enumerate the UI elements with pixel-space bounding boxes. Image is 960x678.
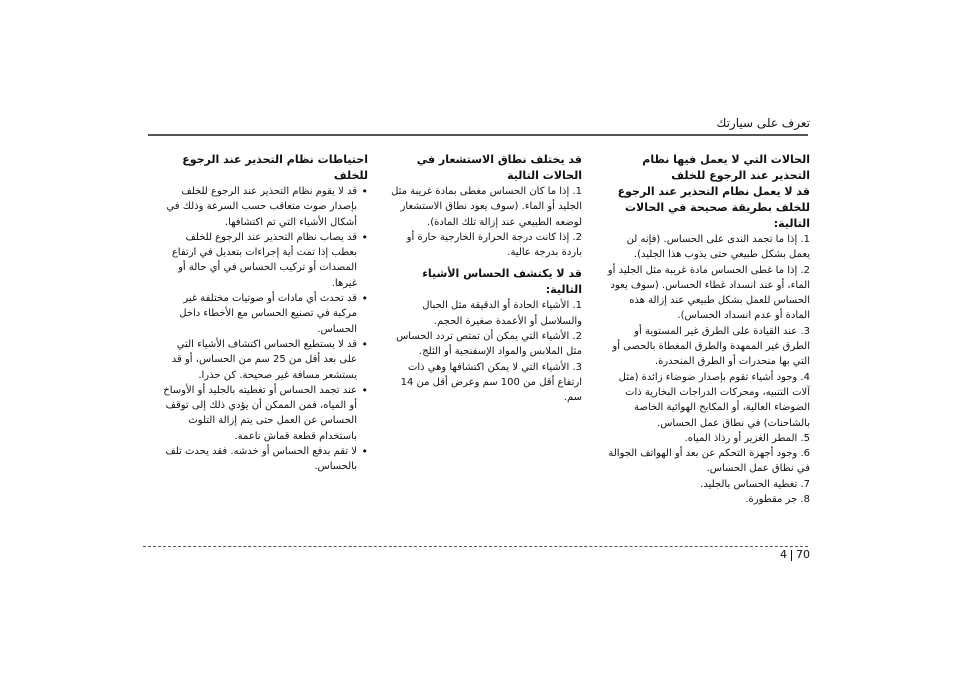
chapter-number: 4 bbox=[780, 548, 787, 561]
list-item: 1. إذا ما كان الحساس مغطى بمادة غريبة مثل الجليد أو الماء. (سوف يعود نطاق الاستشعار لوضعه الطبيعي عند إزالة تلك المادة). bbox=[391, 186, 582, 228]
right-list bbox=[605, 232, 810, 507]
list-item: 2. إذا ما غطى الحساس مادة غريبة مثل الجليد أو الماء، أو عند انسداد غطاء الحساس. (سوف يعود الحساس للعمل بشكل طبيعي عند إزالة هذه المادة أو عدم انسداد الحساس). bbox=[607, 264, 810, 322]
bullet-item: • قد تحدث أي مادات أو صوتيات مختلفة غير مركبة في تصنيع الحساس مع الأخطاء داخل الحساس. bbox=[160, 291, 368, 337]
middle-column bbox=[384, 152, 582, 406]
list-item: 3. عند القيادة على الطرق غير المستوية أو الطرق غير الممهدة والطرق المغطاة بالحصى أو التي بها منحدرات أو الطرق المنحدرة. bbox=[612, 325, 810, 368]
bullet-item: • قد لا يستطيع الحساس اكتشاف الأشياء التي على بعد أقل من 25 سم من الحساس، أو قد يستشعر مسافة غير صحيحة. كن حذرا. bbox=[160, 337, 368, 383]
page-number bbox=[780, 548, 810, 561]
bullet-item: • قد لا يقوم نظام التحذير عند الرجوع للخلف بإصدار صوت متعاقب حسب السرعة وذلك في أشكال الأشياء التي تم اكتشافها. bbox=[160, 184, 368, 230]
bullet-item: • عند تجمد الحساس أو تغطيته بالجليد أو الأوساخ أو المياه، فمن الممكن أن يؤدي ذلك إلى توقف الحساس عن العمل حتى يتم إزالة التلوث باستخدام قطعة قماش ناعمة. bbox=[160, 383, 368, 444]
bullet-item: • لا تقم بدفع الحساس أو خدشه. فقد يحدث تلف بالحساس. bbox=[160, 444, 368, 475]
footer-rule bbox=[143, 546, 808, 547]
list-item: 2. الأشياء التي يمكن أن تمتص تردد الحساس مثل الملابس والمواد الإسفنجية أو الثلج. bbox=[396, 331, 582, 358]
list-item: 4. وجود أشياء تقوم بإصدار ضوضاء زائدة (مثل آلات التنبيه، ومحركات الدراجات البخارية ذات الضوضاء العالية، أو المكابح الهوائية الخاصة بالشاحنات) في نطاق عمل الحساس. bbox=[618, 371, 810, 429]
list-item: 7. تغطية الحساس بالجليد. bbox=[700, 478, 810, 490]
header-rule bbox=[148, 134, 808, 136]
middle-list-undetected bbox=[384, 298, 582, 405]
header-title: تعرف على سيارتك bbox=[716, 116, 810, 130]
left-column bbox=[160, 152, 368, 475]
list-item: 2. إذا كانت درجة الحرارة الخارجية حارة أو باردة بدرجة عالية. bbox=[406, 231, 582, 259]
right-heading: الحالات التي لا يعمل فيها نظام التحذير عند الرجوع للخلف bbox=[642, 153, 810, 182]
middle-heading-undetected: قد لا يكتشف الحساس الأشياء التالية: bbox=[422, 267, 582, 297]
right-column bbox=[605, 152, 810, 507]
list-item: 1. إذا ما تجمد الندى على الحساس. (فإنه لن يعمل بشكل طبيعي حتى يذوب هذا الجليد). bbox=[626, 234, 810, 261]
list-item: 8. جر مقطورة. bbox=[745, 494, 810, 506]
right-intro: قد لا يعمل نظام التحذير عند الرجوع للخلف بطريقة صحيحة في الحالات التالية: bbox=[617, 185, 810, 230]
middle-heading-range: قد يختلف نطاق الاستشعار في الحالات التالية bbox=[416, 153, 582, 182]
precautions-list bbox=[160, 184, 368, 475]
list-item: 5. المطر الغزير أو رذاذ المياه. bbox=[684, 432, 810, 444]
bullet-item: • قد يصاب نظام التحذير عند الرجوع للخلف بعطب إذا تمت أية إجراءات بتعديل في ارتفاع المصدات أو تركيب الحساس في أي حالة أو غيرها. bbox=[160, 230, 368, 291]
list-item: 3. الأشياء التي لا يمكن اكتشافها وهي ذات ارتفاع أقل من 100 سم وعرض أقل من 14 سم. bbox=[400, 361, 582, 404]
middle-list-range bbox=[384, 184, 582, 260]
page-number-separator bbox=[791, 550, 792, 561]
list-item: 6. وجود أجهزة التحكم عن بعد أو الهواتف الجوالة في نطاق عمل الحساس. bbox=[608, 448, 810, 475]
list-item: 1. الأشياء الحادة أو الدقيقة مثل الحبال والسلاسل أو الأعمدة صغيرة الحجم. bbox=[422, 300, 582, 327]
page-number-value: 70 bbox=[796, 548, 810, 561]
left-heading: احتياطات نظام التحذير عند الرجوع للخلف bbox=[182, 153, 368, 182]
